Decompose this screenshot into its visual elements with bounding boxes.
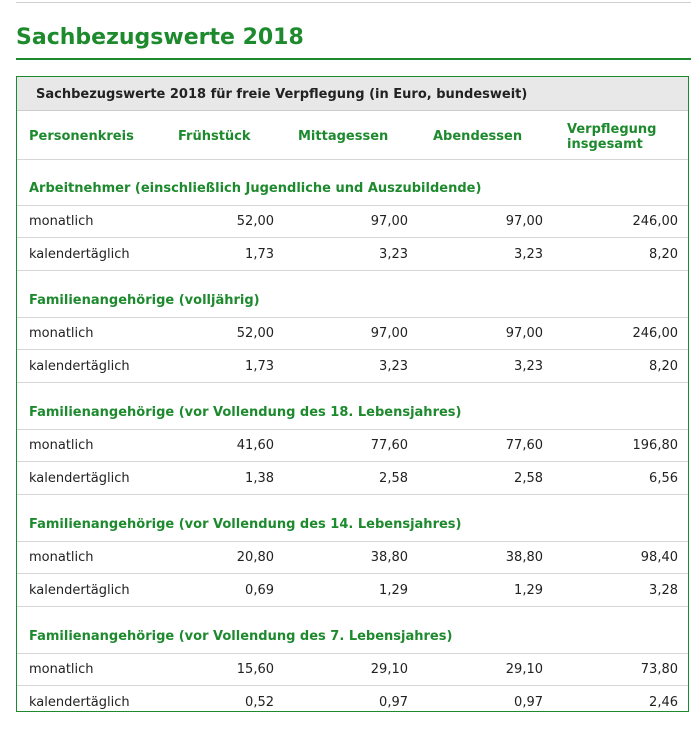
header-abendessen: Abendessen — [433, 129, 523, 144]
table-row — [17, 205, 688, 238]
table-row — [17, 238, 688, 271]
row-label: monatlich — [29, 662, 94, 677]
row-label: kalendertäglich — [29, 359, 130, 374]
row-label: monatlich — [29, 438, 94, 453]
cell-fruehstueck: 1,38 — [245, 471, 274, 486]
cell-gesamt: 246,00 — [632, 214, 678, 229]
table-header-row — [17, 111, 688, 160]
cell-fruehstueck: 0,52 — [245, 695, 274, 710]
table-row — [17, 574, 688, 607]
row-label: monatlich — [29, 326, 94, 341]
page-title: Sachbezugswerte 2018 — [16, 25, 304, 50]
cell-fruehstueck: 20,80 — [236, 550, 274, 565]
cell-gesamt: 73,80 — [640, 662, 678, 677]
section-header-unter-14 — [17, 495, 688, 542]
sachbezug-table — [16, 76, 689, 712]
row-label: monatlich — [29, 550, 94, 565]
cell-abendessen: 1,29 — [514, 583, 543, 598]
top-divider — [16, 2, 691, 3]
cell-abendessen: 97,00 — [505, 326, 543, 341]
cell-gesamt: 8,20 — [649, 359, 678, 374]
cell-gesamt: 246,00 — [632, 326, 678, 341]
table-row — [17, 686, 688, 718]
header-verpflegung — [567, 122, 656, 152]
header-verpflegung-line2: insgesamt — [567, 137, 643, 152]
cell-mittagessen: 97,00 — [370, 326, 408, 341]
cell-mittagessen: 77,60 — [370, 438, 408, 453]
cell-abendessen: 0,97 — [514, 695, 543, 710]
table-row — [17, 541, 688, 574]
section-header-arbeitnehmer — [17, 159, 688, 206]
section-header-volljaehrig — [17, 271, 688, 318]
cell-mittagessen: 38,80 — [370, 550, 408, 565]
cell-mittagessen: 29,10 — [370, 662, 408, 677]
cell-mittagessen: 3,23 — [379, 359, 408, 374]
cell-fruehstueck: 1,73 — [245, 359, 274, 374]
cell-abendessen: 2,58 — [514, 471, 543, 486]
cell-fruehstueck: 1,73 — [245, 247, 274, 262]
cell-abendessen: 77,60 — [505, 438, 543, 453]
cell-abendessen: 3,23 — [514, 359, 543, 374]
cell-gesamt: 2,46 — [649, 695, 678, 710]
cell-abendessen: 29,10 — [505, 662, 543, 677]
cell-mittagessen: 0,97 — [379, 695, 408, 710]
cell-gesamt: 6,56 — [649, 471, 678, 486]
section-title: Familienangehörige (volljährig) — [29, 293, 260, 308]
header-fruehstueck: Frühstück — [178, 129, 251, 144]
cell-gesamt: 98,40 — [640, 550, 678, 565]
table-row — [17, 653, 688, 686]
section-title: Familienangehörige (vor Vollendung des 14. Lebensjahres) — [29, 517, 462, 532]
table-row — [17, 350, 688, 383]
cell-gesamt: 8,20 — [649, 247, 678, 262]
cell-gesamt: 3,28 — [649, 583, 678, 598]
row-label: kalendertäglich — [29, 695, 130, 710]
cell-mittagessen: 1,29 — [379, 583, 408, 598]
cell-fruehstueck: 0,69 — [245, 583, 274, 598]
section-title: Arbeitnehmer (einschließlich Jugendliche und Auszubildende) — [29, 181, 482, 196]
cell-mittagessen: 97,00 — [370, 214, 408, 229]
header-mittagessen: Mittagessen — [298, 129, 389, 144]
cell-fruehstueck: 52,00 — [236, 214, 274, 229]
title-underline — [16, 58, 691, 60]
row-label: kalendertäglich — [29, 471, 130, 486]
table-caption-bar — [17, 77, 688, 111]
table-row — [17, 429, 688, 462]
cell-mittagessen: 3,23 — [379, 247, 408, 262]
row-label: kalendertäglich — [29, 247, 130, 262]
cell-fruehstueck: 41,60 — [236, 438, 274, 453]
cell-abendessen: 3,23 — [514, 247, 543, 262]
row-label: kalendertäglich — [29, 583, 130, 598]
section-title: Familienangehörige (vor Vollendung des 7. Lebensjahres) — [29, 629, 453, 644]
cell-gesamt: 196,80 — [632, 438, 678, 453]
table-row — [17, 317, 688, 350]
header-verpflegung-line1: Verpflegung — [567, 122, 657, 137]
cell-abendessen: 38,80 — [505, 550, 543, 565]
cell-abendessen: 97,00 — [505, 214, 543, 229]
cell-mittagessen: 2,58 — [379, 471, 408, 486]
cell-fruehstueck: 15,60 — [236, 662, 274, 677]
row-label: monatlich — [29, 214, 94, 229]
section-title: Familienangehörige (vor Vollendung des 18. Lebensjahres) — [29, 405, 462, 420]
header-personenkreis: Personenkreis — [29, 129, 134, 144]
table-row — [17, 462, 688, 495]
section-header-unter-18 — [17, 383, 688, 430]
cell-fruehstueck: 52,00 — [236, 326, 274, 341]
table-caption: Sachbezugswerte 2018 für freie Verpflegung (in Euro, bundesweit) — [36, 87, 528, 102]
section-header-unter-7 — [17, 607, 688, 654]
